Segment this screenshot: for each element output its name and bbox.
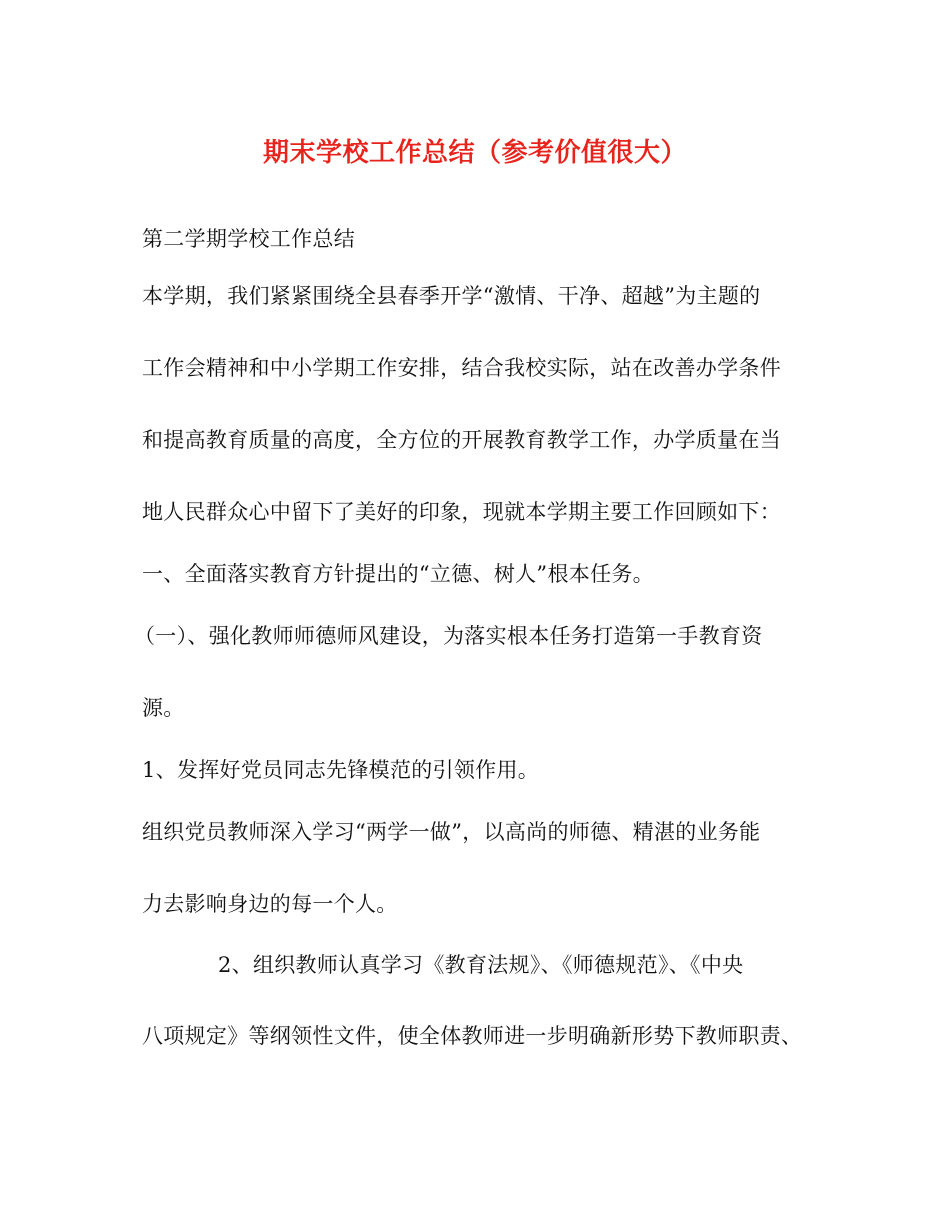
paragraph-line: 八项规定》等纲领性文件，使全体教师进一步明确新形势下教师职责、	[142, 1024, 803, 1048]
paragraph-line: 和提高教育质量的高度，全方位的开展教育教学工作，办学质量在当	[142, 428, 781, 452]
subtitle-line: 第二学期学校工作总结	[142, 227, 355, 251]
paragraph-line: 本学期，我们紧紧围绕全县春季开学“激情、干净、超越”为主题的	[142, 284, 761, 308]
document-title: 期末学校工作总结（参考价值很大）	[262, 138, 687, 168]
subsection-heading: （一）、强化教师师德师风建设，为落实根本任务打造第一手教育资	[134, 624, 763, 648]
paragraph-line: 工作会精神和中小学期工作安排，结合我校实际，站在改善办学条件	[142, 356, 781, 380]
paragraph-line: 地人民群众心中留下了美好的印象，现就本学期主要工作回顾如下：	[142, 500, 781, 524]
section-heading: 一、全面落实教育方针提出的“立德、树人”根本任务。	[142, 562, 654, 586]
subsection-heading-continued: 源。	[142, 696, 185, 720]
paragraph-line: 力去影响身边的每一个人。	[142, 892, 398, 916]
paragraph-line: 组织党员教师深入学习“两学一做”，以高尚的师德、精湛的业务能	[142, 820, 761, 844]
list-item-heading: 1、发挥好党员同志先锋模范的引领作用。	[142, 758, 540, 782]
list-item-line: 2、组织教师认真学习《教育法规》、《师德规范》、《中央	[218, 953, 744, 977]
